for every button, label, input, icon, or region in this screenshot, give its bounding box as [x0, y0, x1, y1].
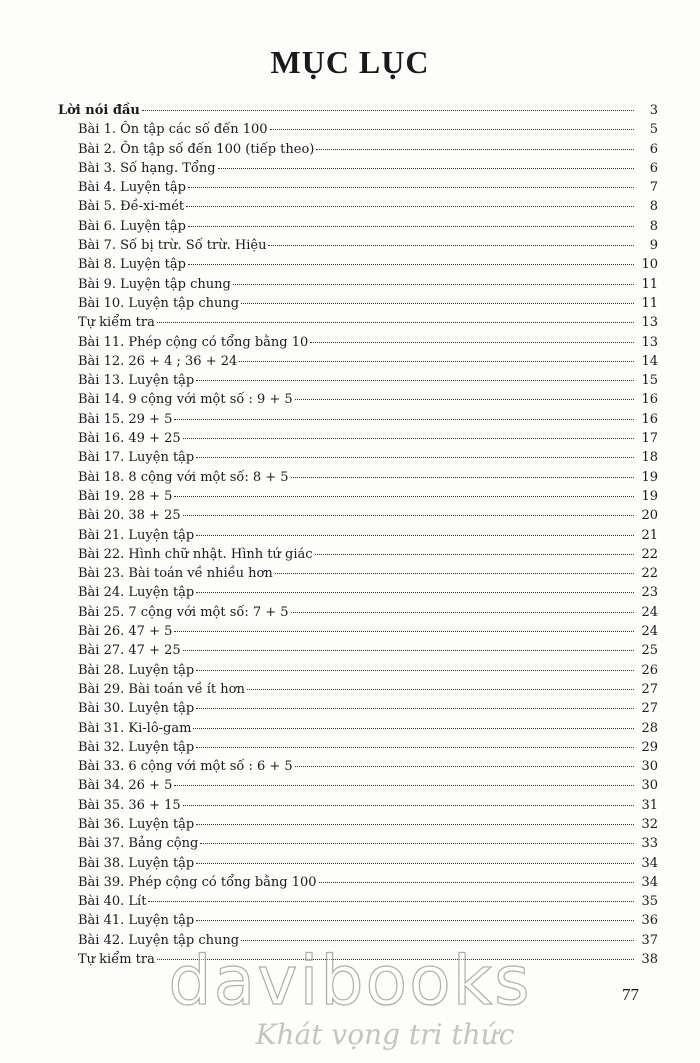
toc-entry-page: 20 — [641, 508, 658, 524]
toc-entry-label: Bài 2. Ôn tập số đến 100 (tiếp theo) — [78, 141, 315, 157]
toc-entry-page: 24 — [641, 604, 658, 620]
toc-entry-label: Bài 21. Luyện tập — [78, 527, 195, 543]
dot-leader — [196, 747, 634, 748]
toc-entry — [58, 140, 658, 159]
toc-entry-label: Bài 28. Luyện tập — [78, 662, 195, 678]
toc-entry — [58, 236, 658, 255]
toc-entry-page: 3 — [649, 103, 658, 118]
toc-entry-label: Bài 31. Ki-lô-gam — [78, 720, 192, 736]
toc-entry — [58, 275, 658, 294]
dot-leader — [196, 592, 634, 593]
toc-entry — [58, 333, 658, 352]
toc-entry-page: 27 — [641, 701, 658, 717]
toc-entry-page: 27 — [641, 681, 658, 697]
toc-entry-page: 23 — [641, 585, 658, 601]
toc-entry-page: 30 — [641, 778, 658, 794]
toc-entry — [58, 294, 658, 313]
toc-entry-page: 28 — [641, 720, 658, 736]
toc-entry-page: 19 — [641, 488, 658, 504]
toc-entry — [58, 506, 658, 525]
toc-entry-page: 7 — [649, 180, 658, 196]
dot-leader — [247, 689, 634, 690]
toc-entry — [58, 680, 658, 699]
toc-entry-label: Bài 29. Bài toán về ít hơn — [78, 681, 245, 697]
toc-entry-page: 6 — [649, 141, 658, 157]
toc-entry — [58, 390, 658, 409]
toc-entry-label: Bài 8. Luyện tập — [78, 257, 186, 273]
toc-entry-page: 16 — [641, 392, 658, 408]
toc-entry — [58, 487, 658, 506]
dot-leader — [275, 573, 634, 574]
toc-entry-label: Bài 24. Luyện tập — [78, 585, 195, 601]
toc-entry-page: 38 — [641, 952, 658, 968]
toc-entry-label: Bài 23. Bài toán về nhiều hơn — [78, 566, 273, 582]
toc-entry-label: Bài 12. 26 + 4 ; 36 + 24 — [78, 353, 238, 369]
toc-entry — [58, 217, 658, 236]
toc-entry-label: Bài 22. Hình chữ nhật. Hình tứ giác — [78, 546, 313, 562]
toc-entry — [58, 796, 658, 815]
toc-entry-page: 25 — [641, 643, 658, 659]
toc-entry — [58, 603, 658, 622]
toc-entry-label: Bài 10. Luyện tập chung — [78, 295, 240, 311]
toc-entry — [58, 892, 658, 911]
page-number: 77 — [622, 985, 639, 1004]
dot-leader — [200, 843, 634, 844]
toc-entry-label: Bài 42. Luyện tập chung — [78, 932, 240, 948]
toc-entry-label: Bài 41. Luyện tập — [78, 913, 195, 929]
toc-entry-page: 18 — [641, 450, 658, 466]
toc-entry — [58, 468, 658, 487]
dot-leader — [315, 554, 634, 555]
dot-leader — [196, 457, 634, 458]
dot-leader — [142, 110, 634, 111]
toc-entry-page: 37 — [641, 932, 658, 948]
table-of-contents — [58, 101, 658, 969]
toc-entry-page: 13 — [641, 334, 658, 350]
toc-entry — [58, 197, 658, 216]
dot-leader — [174, 496, 634, 497]
dot-leader — [270, 129, 634, 130]
dot-leader — [218, 168, 634, 169]
dot-leader — [310, 342, 634, 343]
toc-entry-page: 16 — [641, 411, 658, 427]
toc-entry-page: 13 — [641, 315, 658, 331]
toc-entry-page: 36 — [641, 913, 658, 929]
toc-entry-page: 34 — [641, 874, 658, 890]
toc-entry-label: Bài 36. Luyện tập — [78, 816, 195, 832]
dot-leader — [196, 824, 634, 825]
toc-entry-label: Bài 35. 36 + 15 — [78, 797, 181, 813]
dot-leader — [319, 882, 634, 883]
toc-entry-page: 19 — [641, 469, 658, 485]
toc-entry — [58, 738, 658, 757]
dot-leader — [174, 785, 634, 786]
toc-entry — [58, 583, 658, 602]
toc-entry-label: Bài 16. 49 + 25 — [78, 431, 181, 447]
dot-leader — [241, 303, 634, 304]
dot-leader — [291, 477, 634, 478]
toc-entry-label: Bài 40. Lít — [78, 894, 147, 910]
toc-entry-label: Bài 15. 29 + 5 — [78, 411, 173, 427]
toc-entry-label: Lời nói đầu — [58, 103, 140, 118]
dot-leader — [157, 322, 634, 323]
dot-leader — [241, 940, 634, 941]
dot-leader — [196, 920, 634, 921]
toc-entry-page: 31 — [641, 797, 658, 813]
toc-entry-label: Bài 7. Số bị trừ. Số trừ. Hiệu — [78, 238, 267, 254]
toc-entry — [58, 101, 658, 120]
toc-entry — [58, 719, 658, 738]
toc-entry-label: Bài 26. 47 + 5 — [78, 624, 173, 640]
toc-entry — [58, 429, 658, 448]
toc-entry — [58, 815, 658, 834]
toc-entry — [58, 159, 658, 178]
toc-entry-page: 22 — [641, 566, 658, 582]
toc-entry — [58, 661, 658, 680]
toc-entry — [58, 448, 658, 467]
dot-leader — [186, 206, 634, 207]
toc-entry-page: 11 — [641, 295, 658, 311]
toc-entry — [58, 834, 658, 853]
toc-entry — [58, 410, 658, 429]
toc-entry — [58, 776, 658, 795]
toc-entry-page: 24 — [641, 624, 658, 640]
toc-entry-label: Bài 34. 26 + 5 — [78, 778, 173, 794]
toc-entry-page: 34 — [641, 855, 658, 871]
toc-entry-label: Bài 3. Số hạng. Tổng — [78, 160, 216, 176]
dot-leader — [196, 863, 634, 864]
dot-leader — [148, 901, 634, 902]
toc-entry-label: Tự kiểm tra — [78, 952, 155, 968]
toc-entry-label: Bài 9. Luyện tập chung — [78, 276, 231, 292]
toc-entry-label: Bài 17. Luyện tập — [78, 450, 195, 466]
toc-entry-page: 15 — [641, 373, 658, 389]
toc-entry-page: 17 — [641, 431, 658, 447]
dot-leader — [196, 670, 634, 671]
toc-entry-page: 9 — [649, 238, 658, 254]
toc-entry — [58, 622, 658, 641]
dot-leader — [174, 419, 634, 420]
toc-entry-label: Bài 25. 7 cộng với một số: 7 + 5 — [78, 604, 289, 620]
toc-entry-label: Bài 30. Luyện tập — [78, 701, 195, 717]
toc-entry — [58, 178, 658, 197]
watermark-slogan: Khát vọng tri thức — [255, 1018, 515, 1051]
toc-entry — [58, 757, 658, 776]
dot-leader — [183, 650, 634, 651]
toc-entry-page: 8 — [649, 218, 658, 234]
dot-leader — [239, 361, 634, 362]
dot-leader — [196, 380, 634, 381]
dot-leader — [174, 631, 634, 632]
toc-entry — [58, 699, 658, 718]
dot-leader — [188, 264, 634, 265]
toc-entry-page: 32 — [641, 816, 658, 832]
toc-entry — [58, 911, 658, 930]
toc-entry-label: Bài 13. Luyện tập — [78, 373, 195, 389]
toc-entry — [58, 120, 658, 139]
dot-leader — [291, 612, 634, 613]
toc-entry-label: Bài 39. Phép cộng có tổng bằng 100 — [78, 874, 317, 890]
toc-entry-page: 11 — [641, 276, 658, 292]
dot-leader — [233, 284, 634, 285]
dot-leader — [183, 805, 634, 806]
toc-entry-label: Bài 27. 47 + 25 — [78, 643, 181, 659]
toc-entry — [58, 352, 658, 371]
toc-entry-label: Bài 5. Đề-xi-mét — [78, 199, 185, 215]
dot-leader — [295, 766, 634, 767]
toc-entry-label: Bài 4. Luyện tập — [78, 180, 186, 196]
toc-entry — [58, 854, 658, 873]
watermark-brand: davibooks — [168, 942, 532, 1021]
toc-entry — [58, 641, 658, 660]
dot-leader — [196, 535, 634, 536]
toc-entry — [58, 564, 658, 583]
toc-entry-label: Bài 6. Luyện tập — [78, 218, 186, 234]
dot-leader — [268, 245, 634, 246]
dot-leader — [316, 149, 634, 150]
toc-entry — [58, 313, 658, 332]
dot-leader — [196, 708, 634, 709]
dot-leader — [183, 515, 634, 516]
dot-leader — [193, 728, 634, 729]
toc-entry-page: 29 — [641, 739, 658, 755]
toc-entry-label: Bài 18. 8 cộng với một số: 8 + 5 — [78, 469, 289, 485]
toc-entry — [58, 873, 658, 892]
toc-entry — [58, 371, 658, 390]
dot-leader — [183, 438, 634, 439]
dot-leader — [188, 226, 634, 227]
toc-entry — [58, 255, 658, 274]
page-title: MỤC LỤC — [270, 44, 430, 80]
toc-entry-label: Bài 37. Bảng cộng — [78, 836, 199, 852]
toc-entry-page: 10 — [641, 257, 658, 273]
toc-entry-page: 6 — [649, 160, 658, 176]
toc-entry — [58, 545, 658, 564]
toc-entry — [58, 526, 658, 545]
toc-entry-label: Bài 1. Ôn tập các số đến 100 — [78, 122, 268, 138]
toc-entry-page: 33 — [641, 836, 658, 852]
toc-entry-page: 26 — [641, 662, 658, 678]
toc-entry-page: 22 — [641, 546, 658, 562]
toc-entry-label: Bài 33. 6 cộng với một số : 6 + 5 — [78, 759, 293, 775]
toc-entry-label: Bài 11. Phép cộng có tổng bằng 10 — [78, 334, 309, 350]
toc-entry-label: Bài 38. Luyện tập — [78, 855, 195, 871]
toc-entry-label: Tự kiểm tra — [78, 315, 155, 331]
toc-entry-page: 35 — [641, 894, 658, 910]
dot-leader — [188, 187, 634, 188]
toc-entry-page: 8 — [649, 199, 658, 215]
toc-entry-label: Bài 19. 28 + 5 — [78, 488, 173, 504]
toc-entry-label: Bài 32. Luyện tập — [78, 739, 195, 755]
toc-entry-label: Bài 20. 38 + 25 — [78, 508, 181, 524]
dot-leader — [295, 399, 634, 400]
toc-entry-page: 30 — [641, 759, 658, 775]
toc-entry-page: 14 — [641, 353, 658, 369]
toc-entry-page: 5 — [649, 122, 658, 138]
toc-entry-label: Bài 14. 9 cộng với một số : 9 + 5 — [78, 392, 293, 408]
toc-entry-page: 21 — [641, 527, 658, 543]
